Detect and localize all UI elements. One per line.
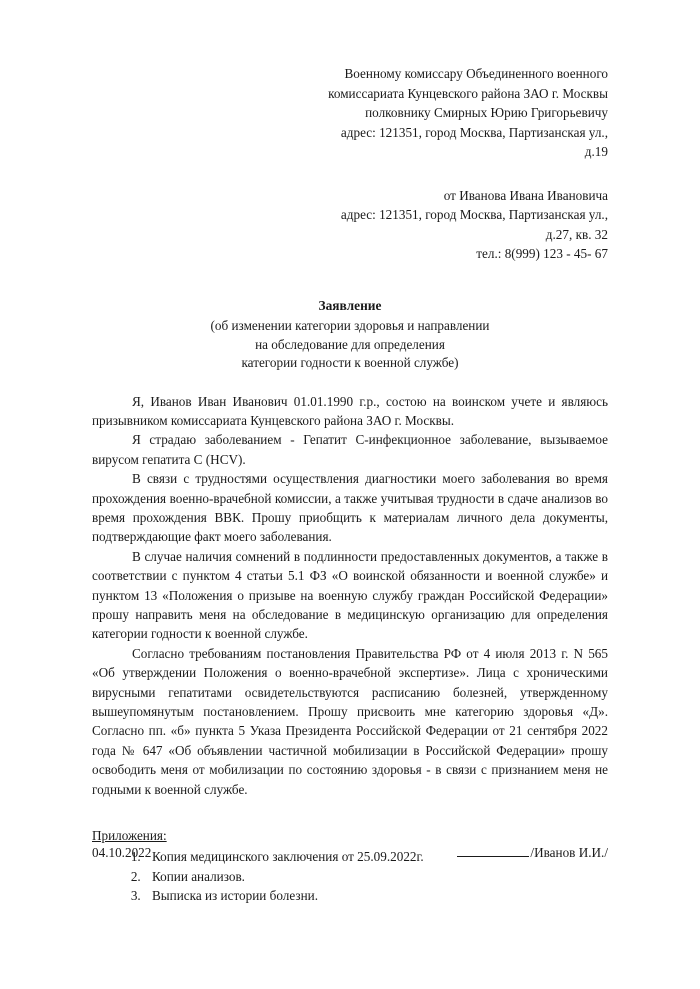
addressee-line: комиссариата Кунцевского района ЗАО г. Москвы [328, 85, 608, 101]
document-footer [92, 845, 608, 861]
applicant-line: адрес: 121351, город Москва, Партизанская ул., [340, 207, 608, 222]
list-item: 3. Выписка из истории болезни. [144, 886, 608, 905]
list-item: 1. Копия медицинского заключения от 25.09.2022г. [144, 847, 608, 866]
signature-block [457, 845, 608, 861]
body-text [92, 392, 608, 800]
body-paragraph: Я, Иванов Иван Иванович 01.01.1990 г.р., состою на воинском учете и являюсь призывником комиссариата Кунцевского района ЗАО г. Москвы. [92, 393, 608, 428]
addressee-block [92, 64, 608, 162]
appendix-section [92, 826, 608, 906]
title-block [92, 297, 608, 373]
body-paragraph: Согласно требованиям постановления Правительства РФ от 4 июля 2013 г. N 565 «Об утверждении Положения о военно-врачебной экспертизе». Лица с хроническими вирусными гепатитами освидетельствуются расписанию болезней, утвержденному вышеупомянутым постановлением. Прошу присвоить мне категорию здоровья «Д». Согласно пп. «б» пункта 5 Указа Президента Российской Федерации от 21 сентября 2022 года № 647 «Об объявлении частичной мобилизации в Российской Федерации» прошу освободить меня от мобилизации по состоянию здоровья - в связи с признанием меня не годными к военной службе. [92, 645, 608, 797]
signature-name: /Иванов И.И./ [530, 845, 608, 860]
document-subtitle-line: на обследование для определения [255, 336, 445, 352]
list-item: 2. Копии анализов. [144, 867, 608, 886]
applicant-line: от Иванова Ивана Ивановича [443, 187, 608, 203]
body-paragraph: Я страдаю заболеванием - Гепатит С-инфекционное заболевание, вызываемое вирусом гепатита С (HCV). [92, 432, 608, 467]
document-title: Заявление [318, 297, 382, 313]
document-subtitle-line: категории годности к военной службе) [241, 355, 459, 370]
signature-line [457, 845, 529, 857]
body-paragraph: В связи с трудностями осуществления диагностики моего заболевания во время прохождения военно-врачебной комиссии, а также учитывая трудности в сдаче анализов во время прохождения ВВК. Прошу приобщить к материалам личного дела документы, подтверждающие факт моего заболевания. [92, 471, 608, 545]
applicant-block [92, 186, 608, 264]
appendix-heading: Приложения: [92, 828, 167, 844]
document-sheet [92, 0, 608, 989]
applicant-line: тел.: 8(999) 123 - 45- 67 [476, 246, 608, 261]
document-subtitle-line: (об изменении категории здоровья и направлении [210, 318, 490, 333]
addressee-line: д.19 [584, 144, 608, 159]
document-date: 04.10.2022 [92, 845, 152, 860]
body-paragraph: В случае наличия сомнений в подлинности предоставленных документов, а также в соответствии с пунктом 4 статьи 5.1 ФЗ «О воинской обязанности и военной службе» и пунктом 13 «Положения о призыве на военную службу граждан Российской Федерации» прошу направить меня на обследование в медицинскую организацию для определения категории годности к военной службе. [92, 548, 608, 642]
addressee-line: полковнику Смирных Юрию Григорьевичу [365, 105, 608, 120]
addressee-line: адрес: 121351, город Москва, Партизанская ул., [340, 124, 608, 140]
addressee-line: Военному комиссару Объединенного военного [344, 66, 608, 81]
applicant-line: д.27, кв. 32 [545, 226, 608, 242]
